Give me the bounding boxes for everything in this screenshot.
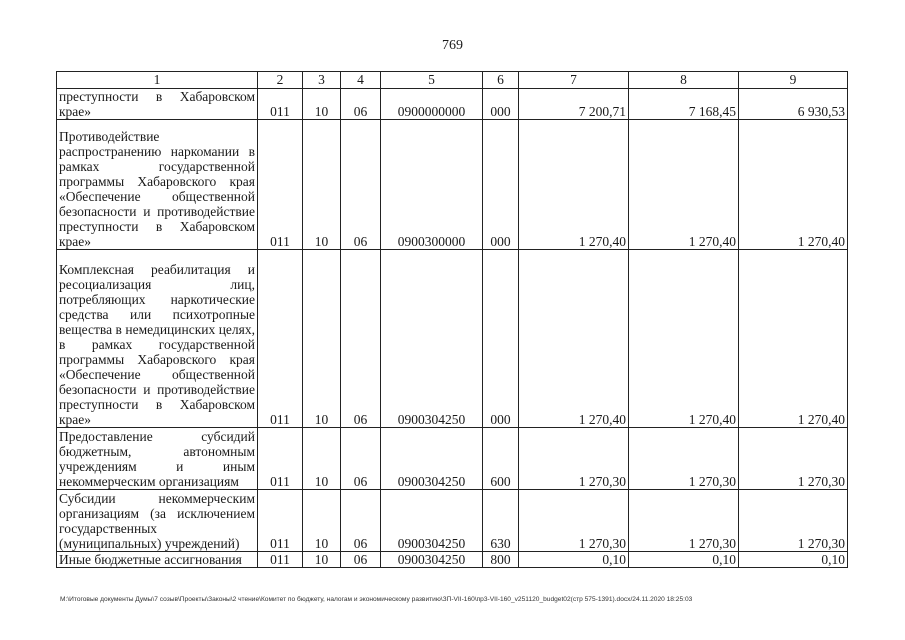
row-name: Иные бюджетные ассигнования [57,552,258,568]
expense-type-code: 000 [483,120,519,250]
ministry-code: 011 [258,120,303,250]
expense-type-code: 000 [483,250,519,428]
column-header: 7 [519,72,629,89]
amount-2021: 1 270,30 [519,428,629,490]
subsection-code: 06 [341,89,381,120]
amount-2022: 1 270,40 [629,120,739,250]
table-row [57,250,848,428]
expense-type-code: 630 [483,490,519,552]
amount-2023: 1 270,30 [739,428,848,490]
row-name: Противодействие распространению наркомании в рамках государственной программы Хабаровского края «Обеспечение общественной безопасности и противодействие преступности в Хабаровском крае» [57,120,258,250]
target-code: 0900304250 [381,490,483,552]
ministry-code: 011 [258,428,303,490]
expense-type-code: 600 [483,428,519,490]
row-name: Комплексная реабилитация и ресоциализация лиц, потребляющих наркотические средства или психотропные вещества в немедицинских целях, в рамках государственной программы Хабаровского края «Обеспечение общественной безопасности и противодействие преступности в Хабаровском крае» [57,250,258,428]
row-name: Субсидии некоммерческим организациям (за исключением государственных (муниципальных) учреждений) [57,490,258,552]
table-row [57,552,848,568]
amount-2021: 0,10 [519,552,629,568]
column-header: 9 [739,72,848,89]
amount-2023: 1 270,30 [739,490,848,552]
amount-2023: 1 270,40 [739,120,848,250]
table-header-row [57,72,848,89]
target-code: 0900300000 [381,120,483,250]
amount-2023: 0,10 [739,552,848,568]
column-header: 1 [57,72,258,89]
subsection-code: 06 [341,552,381,568]
amount-2022: 7 168,45 [629,89,739,120]
subsection-code: 06 [341,490,381,552]
section-code: 10 [303,552,341,568]
section-code: 10 [303,120,341,250]
amount-2022: 1 270,30 [629,490,739,552]
amount-2021: 1 270,40 [519,120,629,250]
column-header: 2 [258,72,303,89]
column-header: 5 [381,72,483,89]
ministry-code: 011 [258,89,303,120]
table-row [57,120,848,250]
page-number: 769 [442,38,463,53]
subsection-code: 06 [341,120,381,250]
ministry-code: 011 [258,250,303,428]
amount-2021: 7 200,71 [519,89,629,120]
expense-type-code: 800 [483,552,519,568]
column-header: 3 [303,72,341,89]
column-header: 6 [483,72,519,89]
target-code: 0900304250 [381,552,483,568]
column-header: 8 [629,72,739,89]
document-path-footer: M:\Итоговые документы Думы\7 созыв\Проекты\Законы\2 чтение\Комитет по бюджету, налогам и экономическому развитию\ЗП-VII-160\пр3-VII-160_v251120_budget02(стр 575-1391).docx/24.11.2020 18:25:03 [60,596,693,603]
budget-table [56,71,848,568]
table-row [57,89,848,120]
target-code: 0900304250 [381,428,483,490]
amount-2021: 1 270,40 [519,250,629,428]
expense-type-code: 000 [483,89,519,120]
ministry-code: 011 [258,552,303,568]
ministry-code: 011 [258,490,303,552]
amount-2022: 0,10 [629,552,739,568]
table-row [57,428,848,490]
target-code: 0900000000 [381,89,483,120]
subsection-code: 06 [341,250,381,428]
amount-2022: 1 270,30 [629,428,739,490]
row-name: Предоставление субсидий бюджетным, автономным учреждениям и иным некоммерческим организациям [57,428,258,490]
target-code: 0900304250 [381,250,483,428]
section-code: 10 [303,428,341,490]
amount-2021: 1 270,30 [519,490,629,552]
section-code: 10 [303,250,341,428]
table-row [57,490,848,552]
amount-2023: 6 930,53 [739,89,848,120]
section-code: 10 [303,490,341,552]
column-header: 4 [341,72,381,89]
amount-2022: 1 270,40 [629,250,739,428]
row-name: преступности в Хабаровском крае» [57,89,258,120]
amount-2023: 1 270,40 [739,250,848,428]
section-code: 10 [303,89,341,120]
subsection-code: 06 [341,428,381,490]
